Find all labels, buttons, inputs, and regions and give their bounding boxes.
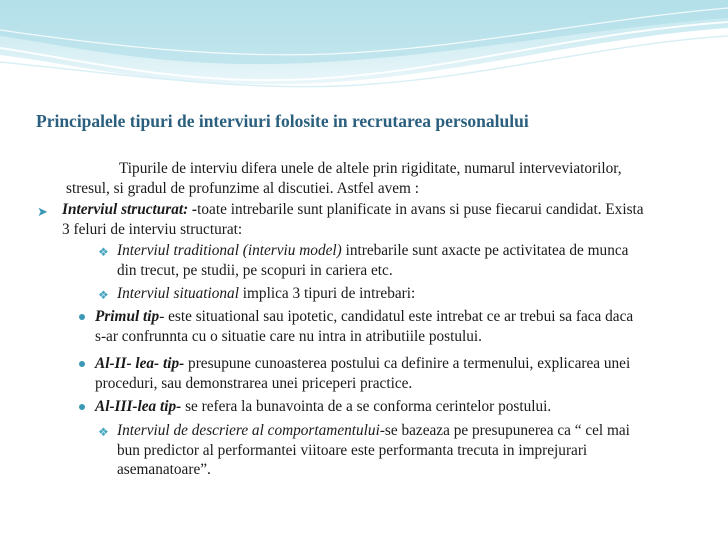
term-situational: Interviul situational — [117, 285, 239, 302]
list-item-al-ii-lea-tip — [95, 354, 630, 393]
intro-paragraph — [66, 159, 622, 198]
term-comportamental: Interviul de descriere al comportamentului — [117, 422, 380, 439]
list-item-traditional — [98, 241, 629, 280]
dot-bullet-icon — [79, 314, 85, 320]
diamond-bullet-icon: ❖ — [98, 288, 109, 302]
term-structurat: Interviul structurat: - — [62, 201, 198, 218]
intro-line-1: Tipurile de interviu difera unele de altele prin rigiditate, numarul interveviatorilor, — [119, 160, 622, 177]
list-item-situational — [98, 284, 416, 304]
diamond-bullet-icon: ❖ — [98, 245, 109, 259]
diamond-bullet-icon: ❖ — [98, 425, 109, 439]
list-item-primul-tip — [95, 307, 633, 346]
comportamental-line-2: bun predictor al performantei viitoare este performanta trecuta in imprejurari — [117, 441, 588, 459]
comportamental-line-1: -se bazeaza pe presupunerea ca “ cel mai — [379, 422, 630, 439]
term-al-iii: Al-III-lea tip- — [95, 398, 182, 415]
traditional-line-1: intrebarile sunt axacte pe activitatea de munca — [341, 242, 629, 259]
intro-line-2: stresul, si gradul de profunzime al discutiei. Astfel avem : — [66, 179, 420, 197]
term-primul: Primul tip — [95, 308, 160, 325]
traditional-line-2: din trecut, pe studii, pe scopuri in cariera etc. — [117, 261, 393, 279]
arrow-bullet-icon: ➤ — [37, 204, 48, 219]
primul-line-1: - este situational sau ipotetic, candidatul este intrebat ce ar trebui sa faca daca — [159, 308, 634, 325]
situational-line-1: implica 3 tipuri de intrebari: — [238, 285, 416, 302]
al-ii-line-1: presupune cunoasterea postului ca definire a termenului, explicarea unei — [184, 355, 631, 372]
slide-title: Principalele tipuri de interviuri folosite in recrutarea personalului — [36, 111, 529, 131]
al-ii-line-2: proceduri, sau demonstrarea unei priceperi practice. — [95, 374, 413, 392]
structurat-line-1: toate intrebarile sunt planificate in avans si puse fiecarui candidat. Exista — [197, 201, 644, 218]
list-item-structurat — [37, 200, 644, 239]
header-wave-decoration — [0, 0, 728, 95]
term-traditional: Interviul traditional (interviu model) — [117, 242, 342, 259]
al-iii-line-1: se refera la bunavointa de a se conforma cerintelor postului. — [181, 398, 552, 415]
list-item-al-iii-lea-tip — [95, 397, 551, 417]
dot-bullet-icon — [79, 404, 85, 410]
primul-line-2: s-ar confrunnta cu o situatie care nu intra in atributiile postului. — [95, 327, 482, 345]
term-al-ii: Al-II- lea- tip- — [95, 355, 185, 372]
list-item-comportamental — [98, 421, 630, 480]
comportamental-line-3: asemanatoare”. — [117, 461, 211, 478]
dot-bullet-icon — [79, 361, 85, 367]
structurat-line-2: 3 feluri de interviu structurat: — [62, 220, 243, 238]
